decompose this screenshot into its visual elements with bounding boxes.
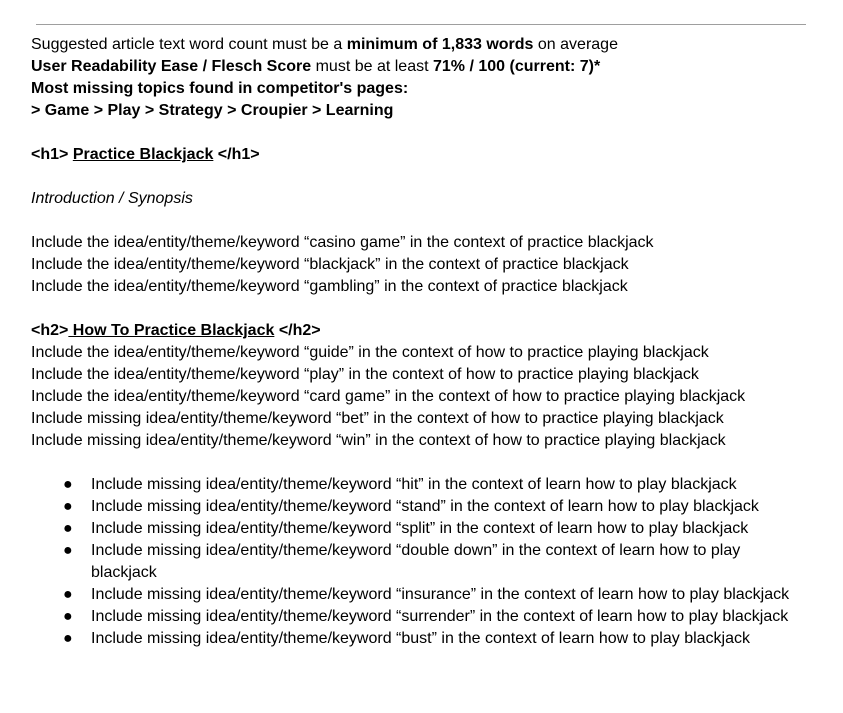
intro-line: Include the idea/entity/theme/keyword “casino game” in the context of practice blackjack — [31, 234, 654, 251]
list-item — [31, 540, 791, 584]
bullet-icon: ● — [63, 476, 73, 493]
h2-title: How To Practice Blackjack — [68, 322, 275, 339]
list-item-text: Include missing idea/entity/theme/keyword “bust” in the context of learn how to play blackjack — [91, 630, 750, 647]
keyword-bullet-list — [31, 474, 821, 650]
intro-line: Include the idea/entity/theme/keyword “blackjack” in the context of practice blackjack — [31, 256, 629, 273]
intro-label: Introduction / Synopsis — [31, 190, 193, 207]
readability-line — [31, 56, 821, 78]
list-item — [31, 606, 791, 628]
h2-close-tag: </h2> — [274, 322, 321, 339]
bullet-icon: ● — [63, 498, 73, 515]
bullet-icon: ● — [63, 630, 73, 647]
h1-title: Practice Blackjack — [72, 146, 214, 163]
bullet-icon: ● — [63, 586, 73, 603]
list-item — [31, 628, 791, 650]
list-item-text: Include missing idea/entity/theme/keyword “hit” in the context of learn how to play blackjack — [91, 476, 737, 493]
bullet-icon: ● — [63, 608, 73, 625]
list-item — [31, 496, 791, 518]
readability-mid: must be at least — [311, 58, 433, 75]
h2-line: Include the idea/entity/theme/keyword “card game” in the context of how to practice playing blackjack — [31, 388, 746, 405]
word-count-value: minimum of 1,833 words — [346, 36, 534, 53]
top-divider — [36, 24, 806, 25]
h1-heading-line — [31, 144, 821, 166]
list-item-text: Include missing idea/entity/theme/keyword “double down” in the context of learn how to play blackjack — [91, 542, 741, 581]
list-item-text: Include missing idea/entity/theme/keyword “stand” in the context of learn how to play blackjack — [91, 498, 759, 515]
h2-heading-line — [31, 320, 821, 342]
readability-value: 71% / 100 (current: 7)* — [432, 58, 601, 75]
word-count-prefix: Suggested article text word count must be a — [31, 36, 347, 53]
word-count-suffix: on average — [533, 36, 618, 53]
missing-topics-list: > Game > Play > Strategy > Croupier > Learning — [31, 102, 394, 119]
intro-line: Include the idea/entity/theme/keyword “gambling” in the context of practice blackjack — [31, 278, 628, 295]
h2-line: Include missing idea/entity/theme/keyword “bet” in the context of how to practice playing blackjack — [31, 410, 724, 427]
h1-open-tag: <h1> — [31, 146, 73, 163]
list-item-text: Include missing idea/entity/theme/keyword “split” in the context of learn how to play blackjack — [91, 520, 749, 537]
list-item-text: Include missing idea/entity/theme/keyword “insurance” in the context of learn how to play blackjack — [91, 586, 790, 603]
h2-line: Include the idea/entity/theme/keyword “play” in the context of how to practice playing blackjack — [31, 366, 699, 383]
list-item — [31, 474, 791, 496]
readability-label: User Readability Ease / Flesch Score — [31, 58, 312, 75]
list-item — [31, 518, 791, 540]
word-count-line — [31, 34, 821, 56]
missing-topics-heading: Most missing topics found in competitor's pages: — [31, 80, 409, 97]
h2-line: Include missing idea/entity/theme/keyword “win” in the context of how to practice playing blackjack — [31, 432, 726, 449]
h2-open-tag: <h2> — [31, 322, 69, 339]
bullet-icon: ● — [63, 520, 73, 537]
h1-close-tag: </h1> — [213, 146, 260, 163]
list-item — [31, 584, 791, 606]
document-body — [31, 34, 821, 650]
list-item-text: Include missing idea/entity/theme/keyword “surrender” in the context of learn how to play blackjack — [91, 608, 789, 625]
h2-line: Include the idea/entity/theme/keyword “guide” in the context of how to practice playing blackjack — [31, 344, 709, 361]
bullet-icon: ● — [63, 542, 73, 559]
